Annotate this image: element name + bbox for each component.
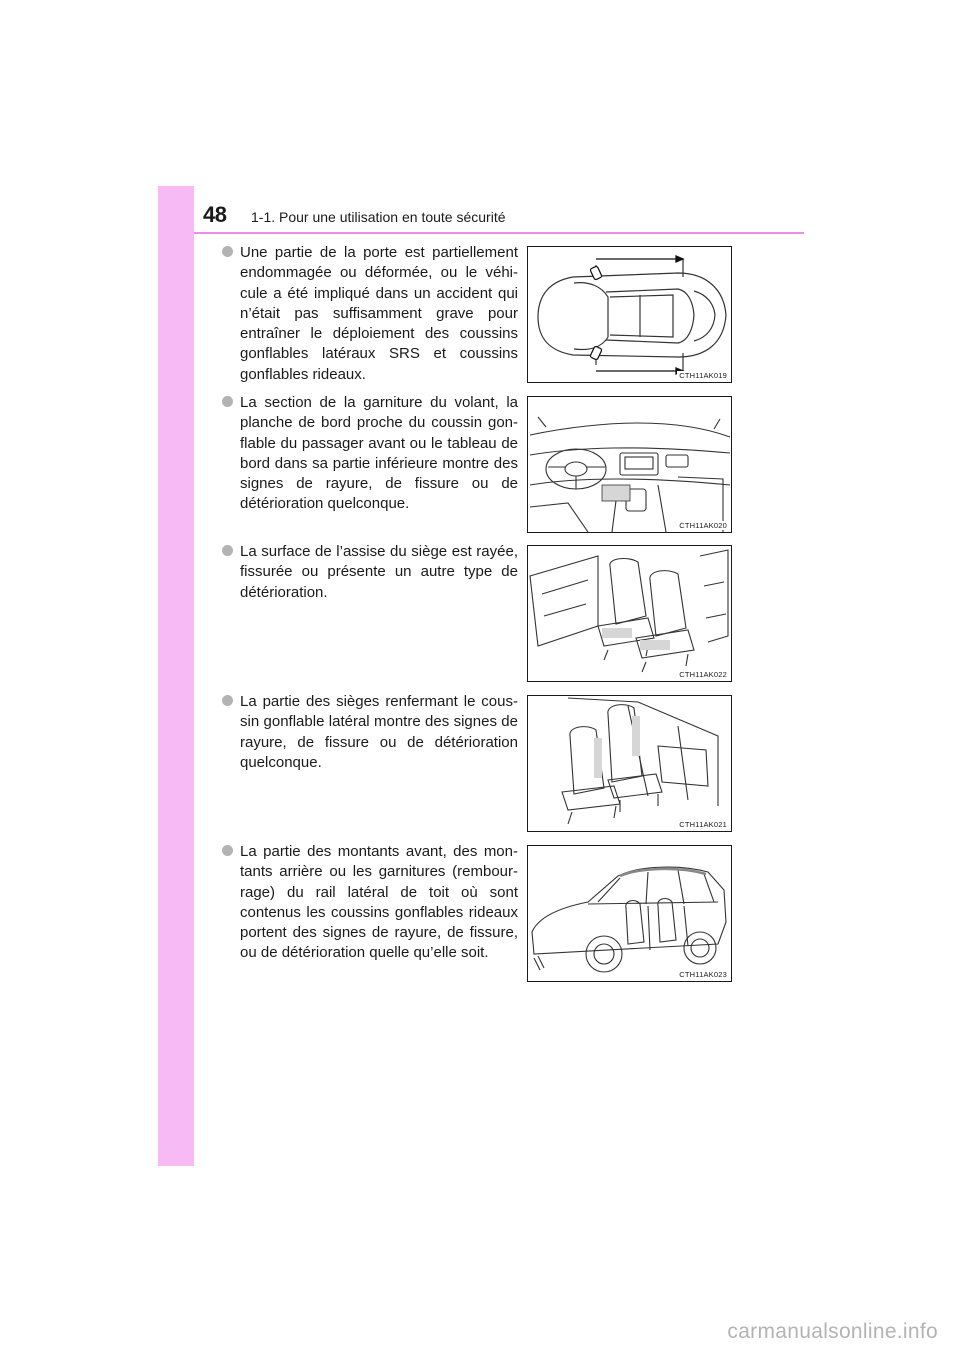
watermark: carmanualsonline.info bbox=[727, 1320, 938, 1343]
figure-seats-side-airbag bbox=[527, 695, 732, 832]
bullet-icon bbox=[222, 246, 233, 257]
figure-code: CTH11AK022 bbox=[679, 670, 727, 679]
figure-dashboard bbox=[527, 396, 732, 533]
bullet-icon bbox=[222, 396, 233, 407]
item-text: Une partie de la porte est partiellement endommagée ou déformée, ou le véhi-cule a été impliqué dans un accident qui n’était pas suffisamment grave pour entraîner le déploiement des coussins gonflables latéraux SRS et coussins gonflables rideaux. bbox=[240, 244, 518, 383]
list-item bbox=[222, 842, 518, 964]
item-text: La section de la garniture du volant, la planche de bord proche du coussin gon-flable du passager avant ou le tableau de bord dans sa partie inférieure montre des signes de rayure, de fissure ou de détérioration quelconque. bbox=[240, 394, 518, 513]
figure-car-top-view bbox=[527, 246, 732, 383]
dashboard-illustration bbox=[528, 397, 731, 532]
header-rule bbox=[194, 232, 804, 234]
bullet-icon bbox=[222, 845, 233, 856]
item-text: La partie des montants avant, des mon-tants arrière ou les garnitures (rembour-rage) du rail latéral de toit où sont contenus les coussins gonflables rideaux portent des signes de rayure, de fissure, ou de détérioration quelle qu’elle soit. bbox=[240, 843, 518, 962]
car-side-view-illustration bbox=[528, 846, 731, 981]
front-seats-illustration bbox=[528, 546, 731, 681]
figure-code: CTH11AK021 bbox=[679, 820, 727, 829]
item-text: La partie des sièges renfermant le cous-sin gonflable latéral montre des signes de rayure, de fissure ou de détérioration quelconque. bbox=[240, 693, 518, 771]
chapter-side-band bbox=[158, 186, 194, 1166]
page-number: 48 bbox=[203, 202, 227, 227]
list-item bbox=[222, 243, 518, 385]
figure-front-seats bbox=[527, 545, 732, 682]
figure-code: CTH11AK020 bbox=[679, 521, 727, 530]
figure-car-side-view bbox=[527, 845, 732, 982]
bullet-icon bbox=[222, 545, 233, 556]
section-title: 1-1. Pour une utilisation en toute sécurité bbox=[251, 209, 506, 225]
seats-side-airbag-illustration bbox=[528, 696, 731, 831]
list-item bbox=[222, 542, 518, 603]
figure-code: CTH11AK019 bbox=[679, 371, 727, 380]
car-top-view-illustration bbox=[528, 247, 731, 382]
list-item bbox=[222, 692, 518, 773]
list-item bbox=[222, 393, 518, 515]
figure-code: CTH11AK023 bbox=[679, 970, 727, 979]
item-text: La surface de l’assise du siège est rayée, fissurée ou présente un autre type de détérioration. bbox=[240, 543, 518, 601]
bullet-icon bbox=[222, 695, 233, 706]
